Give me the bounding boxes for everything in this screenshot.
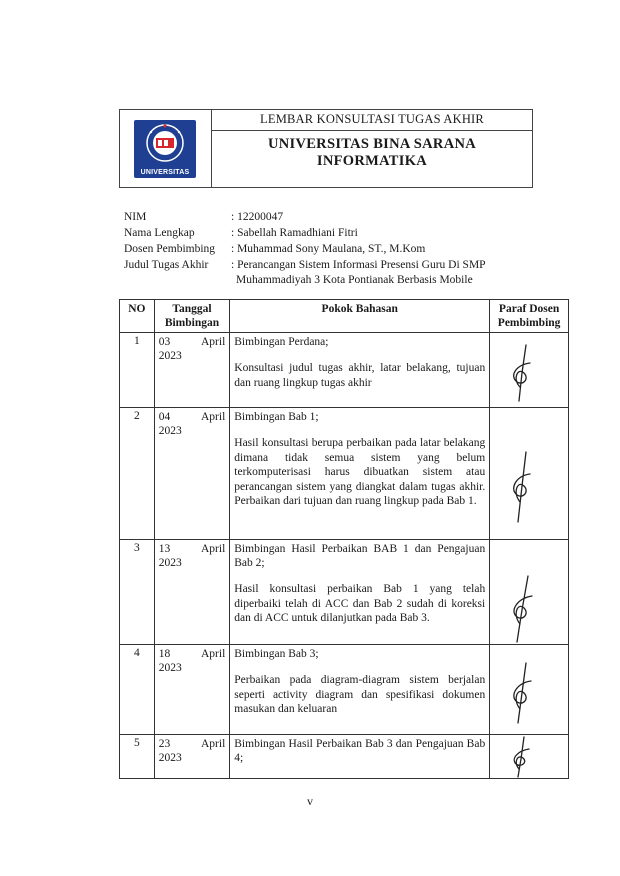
nim-label: NIM xyxy=(124,211,147,223)
row-day: 04 xyxy=(158,411,171,423)
row-no: 2 xyxy=(120,408,155,540)
row-no: 4 xyxy=(120,645,155,735)
table-header-row xyxy=(120,300,569,333)
row-no: 5 xyxy=(120,735,155,779)
table-row xyxy=(120,540,569,645)
row-no: 3 xyxy=(120,540,155,645)
row-date xyxy=(154,645,230,735)
row-topic-desc: Hasil konsultasi berupa perbaikan pada latar belakang dimana tidak semua sistem yang belum terkomputerisasi harus dibuatkan sistem atau perancangan sistem yang diangkat dalam tugas akhir. Perbaikan dari tujuan dan ruang lingkup pada Bab 1. xyxy=(234,437,486,507)
table-row xyxy=(120,735,569,779)
logo-caption: UNIVERSITAS xyxy=(140,169,190,176)
row-signature xyxy=(490,735,569,779)
row-no: 1 xyxy=(120,333,155,408)
university-name: UNIVERSITAS BINA SARANA INFORMATIKA xyxy=(267,136,477,169)
row-topic-desc: Konsultasi judul tugas akhir, latar belakang, tujuan dan ruang lingkup tugas akhir xyxy=(234,362,486,389)
row-topic-title: Bimbingan Perdana; xyxy=(234,336,329,348)
header-date-line2: Bimbingan xyxy=(164,317,220,329)
row-day: 18 xyxy=(158,648,171,660)
signature-icon xyxy=(504,574,538,644)
consultation-table xyxy=(119,299,569,779)
signature-icon xyxy=(504,735,538,779)
row-date xyxy=(154,540,230,645)
header-topic: Pokok Bahasan xyxy=(230,300,490,333)
row-year: 2023 xyxy=(158,752,182,764)
university-logo xyxy=(134,120,196,178)
row-date xyxy=(154,735,230,779)
row-signature xyxy=(490,540,569,645)
document-header xyxy=(119,109,533,188)
name-value: : Sabellah Ramadhiani Fitri xyxy=(231,227,358,239)
row-topic xyxy=(230,333,490,408)
row-topic xyxy=(230,540,490,645)
row-date xyxy=(154,333,230,408)
row-month: April xyxy=(200,738,226,750)
row-day: 03 xyxy=(158,336,171,348)
row-topic-desc: Perbaikan pada diagram-diagram sistem berjalan seperti activity diagram dan spesifikasi dokumen masukan dan keluaran xyxy=(234,674,486,715)
thesis-title-label: Judul Tugas Akhir xyxy=(124,259,209,271)
row-topic-title: Bimbingan Hasil Perbaikan Bab 3 dan Pengajuan Bab 4; xyxy=(234,738,486,764)
row-signature xyxy=(490,408,569,540)
header-date-line1: Tanggal xyxy=(172,303,212,315)
row-topic-title: Bimbingan Bab 3; xyxy=(234,648,319,660)
row-month: April xyxy=(200,336,226,348)
row-topic-title: Bimbingan Bab 1; xyxy=(234,411,319,423)
row-year: 2023 xyxy=(158,662,182,674)
row-date xyxy=(154,408,230,540)
row-day: 23 xyxy=(158,738,171,750)
row-topic-title: Bimbingan Hasil Perbaikan BAB 1 dan Pengajuan Bab 2; xyxy=(234,543,486,569)
row-topic-desc: Hasil konsultasi perbaikan Bab 1 yang telah diperbaiki telah di ACC dan Bab 2 sudah di koreksi dan di ACC untuk dilanjutkan pada Bab 3. xyxy=(234,583,486,624)
name-label: Nama Lengkap xyxy=(124,227,195,239)
row-month: April xyxy=(200,543,226,555)
header-sign-line2: Pembimbing xyxy=(497,317,561,329)
nim-value: : 12200047 xyxy=(231,211,284,223)
table-row xyxy=(120,408,569,540)
lecturer-value: : Muhammad Sony Maulana, ST., M.Kom xyxy=(231,243,426,255)
thesis-title-value xyxy=(231,258,521,288)
row-topic xyxy=(230,735,490,779)
row-month: April xyxy=(200,648,226,660)
row-signature xyxy=(490,645,569,735)
row-signature xyxy=(490,333,569,408)
header-sign-line1: Paraf Dosen xyxy=(498,303,560,315)
row-day: 13 xyxy=(158,543,171,555)
row-topic xyxy=(230,408,490,540)
row-year: 2023 xyxy=(158,557,182,569)
row-year: 2023 xyxy=(158,350,182,362)
table-row xyxy=(120,645,569,735)
signature-icon xyxy=(504,661,538,725)
table-row xyxy=(120,333,569,408)
lecturer-label: Dosen Pembimbing xyxy=(124,243,216,255)
row-month: April xyxy=(200,411,226,423)
form-title: LEMBAR KONSULTASI TUGAS AKHIR xyxy=(212,110,532,131)
page-number: v xyxy=(307,794,313,808)
thesis-title-line2: Muhammadiyah 3 Kota Pontianak Berbasis Mobile xyxy=(236,274,473,286)
logo-cell xyxy=(120,110,212,187)
header-no: NO xyxy=(120,300,155,333)
thesis-title-line1: : Perancangan Sistem Informasi Presensi Guru Di SMP xyxy=(231,259,486,271)
row-topic xyxy=(230,645,490,735)
row-year: 2023 xyxy=(158,425,182,437)
signature-icon xyxy=(504,450,538,524)
header-sign xyxy=(490,300,569,333)
signature-icon xyxy=(504,343,538,403)
header-date xyxy=(154,300,230,333)
logo-emblem-icon xyxy=(134,120,196,170)
